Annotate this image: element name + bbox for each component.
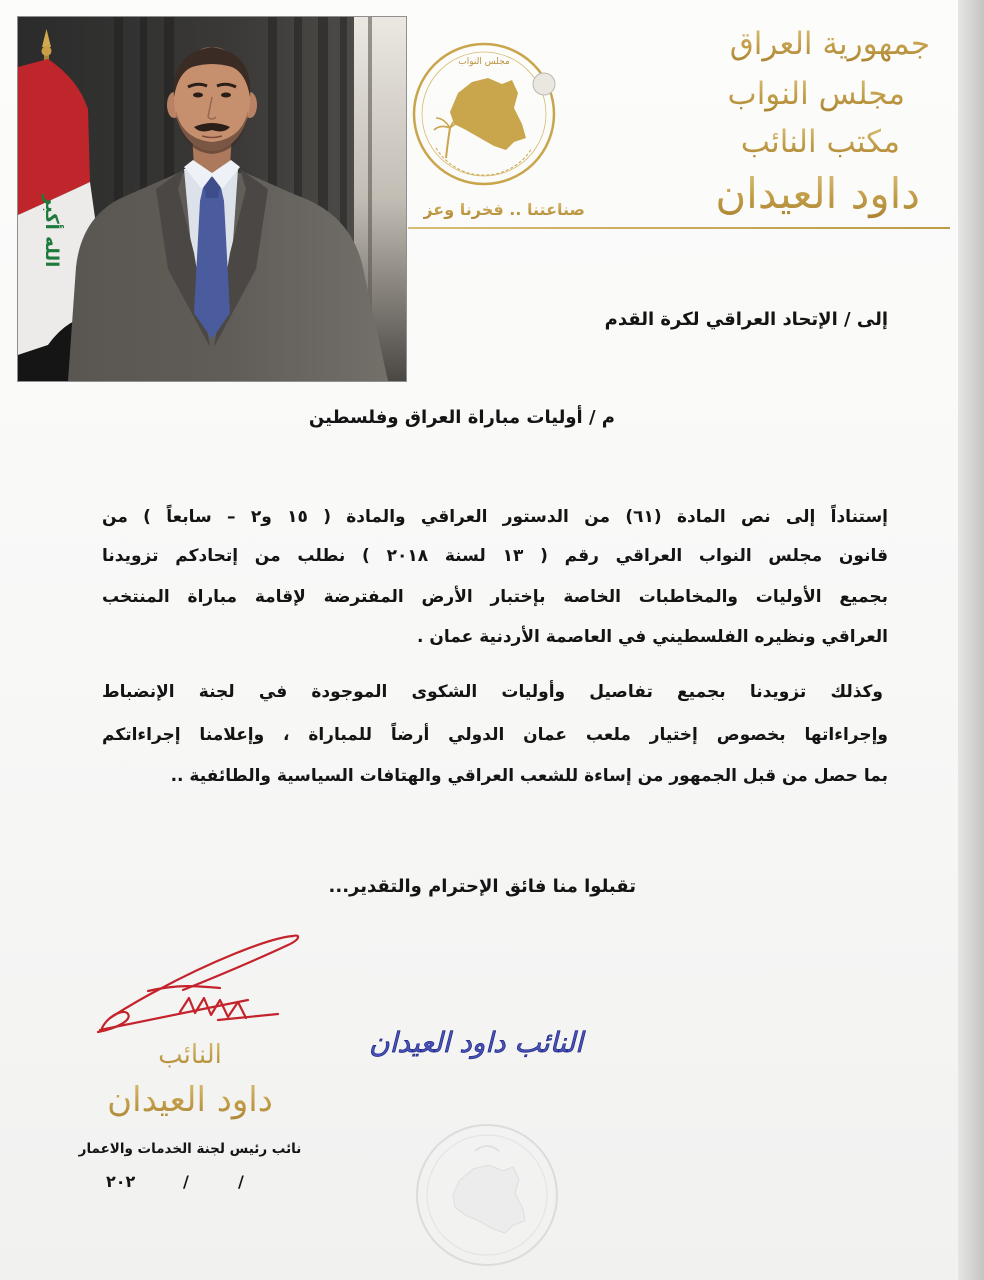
paragraph-2-line-3 [100, 762, 888, 790]
subject-text: م / أوليات مباراة العراق وفلسطين [308, 407, 615, 428]
recipient-text: إلى / الإتحاد العراقي لكرة القدم [604, 309, 888, 330]
emblem-label: مجلس النواب [458, 57, 510, 67]
signature-position [78, 1136, 302, 1160]
letterhead-country [660, 24, 930, 64]
handwritten-signature [88, 928, 300, 1046]
date-year: ٢٠٢ [106, 1172, 136, 1191]
paragraph-2-line-2 [100, 721, 888, 749]
paragraph-text: بجميع الأوليات والمخاطبات الخاصة بإختبار الأرض المفترضة لإقامة مباراة المنتخب [102, 587, 888, 607]
sun-icon [533, 73, 555, 95]
paragraph-text: قانون مجلس النواب العراقي رقم ( ١٣ لسنة ٢٠١٨ ) نطلب من إتحادكم تزويدنا [102, 546, 888, 566]
seal-bird-icon [475, 1146, 499, 1151]
paragraph-text: وكذلك تزويدنا بجميع تفاصيل وأوليات الشكوى الموجودة في لجنة الإنضباط [102, 682, 883, 702]
paper-edge-shadow [958, 0, 984, 1280]
parliament-emblem [410, 38, 562, 190]
letterhead-council [665, 74, 905, 114]
eye [193, 93, 203, 98]
signature-position-text: نائب رئيس لجنة الخدمات والاعمار [78, 1141, 302, 1157]
paragraph-1-line-4 [100, 623, 888, 651]
date-separator: / [183, 1172, 189, 1191]
letterhead-slogan-text: صناعتنا .. فخرنا وعز [423, 200, 585, 219]
paragraph-text: العراقي ونظيره الفلسطيني في العاصمة الأردنية عمان . [417, 627, 888, 647]
member-photo [18, 17, 406, 381]
letterhead-country-text: جمهورية العراق [729, 26, 930, 62]
embossed-seal [413, 1121, 561, 1269]
paragraph-1-line-2 [100, 542, 888, 570]
palm-tree-icon [434, 116, 466, 158]
closing-text: تقبلوا منا فائق الإحترام والتقدير... [328, 876, 636, 897]
letterhead-member-name-text: داود العيدان [715, 169, 920, 218]
closing-line [316, 873, 636, 901]
blue-name-stamp [362, 1021, 590, 1065]
signature-name-text: داود العيدان [107, 1077, 273, 1123]
paragraph-text: بما حصل من قبل الجمهور من إساءة للشعب العراقي والهتافات السياسية والطائفية .. [170, 766, 888, 786]
flag-pole-knob [42, 46, 52, 56]
letterhead-member-name [670, 168, 920, 220]
blue-name-stamp-text: النائب داود العيدان [369, 1026, 583, 1059]
letterhead-office-text: مكتب النائب [740, 124, 900, 160]
paragraph-1-line-3 [100, 583, 888, 611]
iraq-map-icon [450, 78, 526, 150]
member-photo-drawing [18, 17, 406, 381]
date-separator: / [238, 1172, 244, 1191]
letterhead-office [670, 122, 900, 162]
seal-map-icon [453, 1165, 525, 1233]
paragraph-text: إستناداً إلى نص المادة (٦١) من الدستور العراقي والمادة ( ١٥ و٢ – سابعاً ) من [102, 507, 888, 527]
signature-title [100, 1037, 280, 1073]
subject-line [285, 404, 615, 432]
letterhead-council-text: مجلس النواب [727, 76, 905, 112]
signature-title-text: النائب [158, 1037, 222, 1073]
paragraph-1-line-1 [100, 503, 888, 531]
emblem-lower-arc [436, 148, 532, 175]
eye [221, 93, 231, 98]
letterhead-slogan [408, 199, 585, 221]
paragraph-2-line-1 [100, 678, 883, 706]
signature-name [85, 1077, 295, 1123]
paragraph-text: وإجراءاتها بخصوص إختيار ملعب عمان الدولي أرضاً للمباراة ، وإعلامنا إجراءاتكم [102, 725, 888, 745]
letterhead-divider [408, 227, 950, 229]
flag-inscription: الله أكبر [41, 194, 62, 268]
recipient-line [528, 306, 888, 334]
